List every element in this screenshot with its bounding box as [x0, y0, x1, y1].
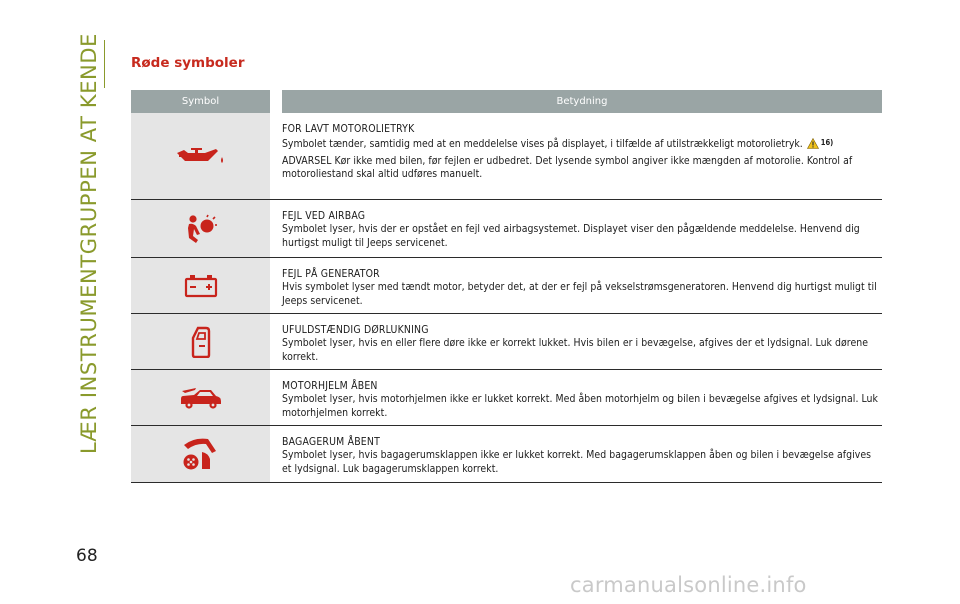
description-text: Symbolet tænder, samtidig med at en meddelelse vises på displayet, i tilfælde af utilstrækkeligt motorolietryk.	[282, 138, 803, 151]
symbol-description: Hvis symbolet lyser med tændt motor, betyder det, at der er fejl på vekselstrømsgeneratoren. Henvend dig hurtigst muligt til Jeeps servicenet.	[282, 281, 877, 307]
table-row	[131, 200, 882, 258]
section-title: Røde symboler	[131, 55, 245, 71]
side-chapter-title: LÆR INSTRUMENTGRUPPEN AT KENDE	[77, 32, 101, 454]
symbol-description	[282, 136, 882, 151]
meaning-cell	[282, 200, 882, 257]
door-open-icon	[191, 326, 211, 358]
meaning-cell	[282, 258, 882, 313]
symbol-cell	[131, 113, 270, 199]
watermark: carmanualsonline.info	[570, 573, 807, 597]
symbol-table	[131, 90, 882, 483]
symbol-cell	[131, 426, 270, 482]
table-row	[131, 113, 882, 200]
symbol-cell	[131, 200, 270, 257]
symbol-title: UFULDSTÆNDIG DØRLUKNING	[282, 324, 429, 336]
warning-triangle-icon	[807, 138, 819, 149]
meaning-cell	[282, 426, 882, 482]
hood-open-icon	[179, 386, 223, 410]
symbol-title: FEJL VED AIRBAG	[282, 210, 366, 222]
table-header	[131, 90, 882, 113]
page-number: 68	[76, 546, 98, 566]
header-symbol: Symbol	[131, 90, 270, 113]
airbag-icon	[184, 214, 218, 244]
symbol-description: Symbolet lyser, hvis der er opstået en fejl ved airbagsystemet. Displayet viser den pågældende meddelelse. Henvend dig hurtigst muligt til Jeeps servicenet.	[282, 223, 860, 249]
symbol-description: Symbolet lyser, hvis bagagerumsklappen ikke er lukket korrekt. Med bagagerumsklappen åben og bilen i bevægelse afgives et lydsignal. Luk bagagerumsklappen korrekt.	[282, 449, 872, 475]
table-row	[131, 314, 882, 370]
header-meaning: Betydning	[282, 90, 882, 113]
battery-icon	[184, 274, 218, 298]
meaning-cell	[282, 314, 882, 369]
symbol-description: Symbolet lyser, hvis en eller flere døre ikke er korrekt lukket. Hvis bilen er i bevægelse, afgives der et lydsignal. Luk dørene korrekt.	[282, 337, 869, 363]
table-row	[131, 426, 882, 483]
symbol-cell	[131, 314, 270, 369]
tailgate-open-icon	[182, 435, 220, 473]
table-row	[131, 370, 882, 426]
symbol-title: MOTORHJELM ÅBEN	[282, 380, 378, 392]
symbol-cell	[131, 370, 270, 425]
symbol-cell	[131, 258, 270, 313]
meaning-cell	[282, 113, 882, 199]
symbol-title: FOR LAVT MOTOROLIETRYK	[282, 123, 415, 135]
table-row	[131, 258, 882, 314]
symbol-title: BAGAGERUM ÅBENT	[282, 436, 381, 448]
meaning-cell	[282, 370, 882, 425]
symbol-title: FEJL PÅ GENERATOR	[282, 268, 380, 280]
warning-text: ADVARSEL Kør ikke med bilen, før fejlen er udbedret. Det lysende symbol angiver ikke mængden af motorolie. Kontrol af motoroliestand skal altid udføres manuelt.	[282, 154, 853, 181]
side-rule	[104, 40, 105, 88]
footnote-ref: 16)	[820, 138, 834, 148]
symbol-description: Symbolet lyser, hvis motorhjelmen ikke er lukket korrekt. Med åben motorhjelm og bilen i bevægelse afgives et lydsignal. Luk motorhjelmen korrekt.	[282, 393, 878, 419]
oil-pressure-icon	[175, 145, 227, 167]
